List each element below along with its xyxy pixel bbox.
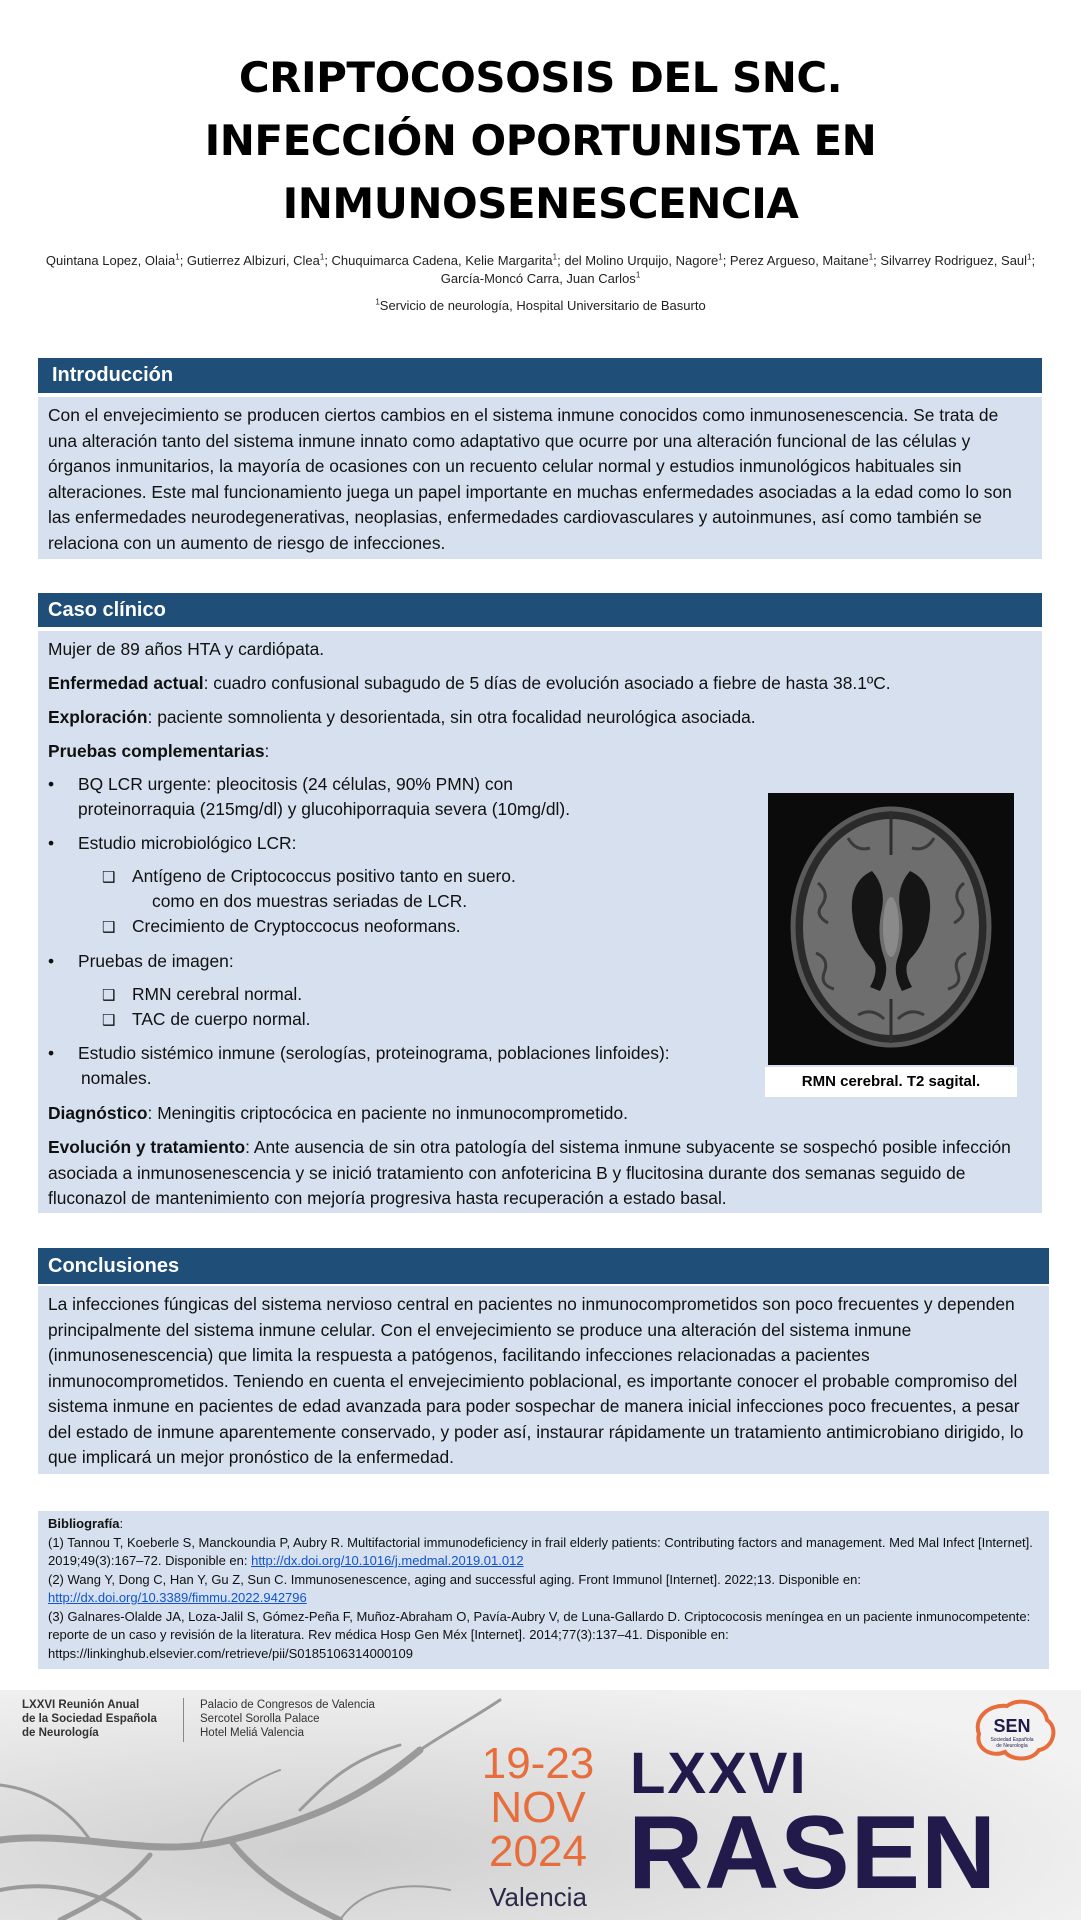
poster-title [0, 46, 1081, 235]
list-item: BQ LCR urgente: pleocitosis (24 células, 90% PMN) con [78, 774, 513, 794]
checkbox-bullet-icon: ❑ [102, 869, 116, 886]
diagnosis: Diagnóstico: Meningitis criptocócica en paciente no inmunocomprometido. [48, 1103, 628, 1123]
reference-1: (1) Tannou T, Koeberle S, Manckoundia P, Aubry R. Multifactorial immunodeficiency in frail elderly patients: Contributing factors and management. Med Mal Infect [Internet]. 2019;49(3):167–72. Disponible en: http://dx.doi.org/10.1016/j.medmal.2019.01.012 [48, 1534, 1033, 1568]
svg-text:de Neurología: de Neurología [996, 1743, 1028, 1749]
author: ; García-Moncó Carra, Juan Carlos [440, 253, 1036, 286]
patient-line: Mujer de 89 años HTA y cardiópata. [48, 639, 325, 659]
author: ; Perez Argueso, Maitane [722, 253, 869, 268]
case-body [38, 631, 1042, 1213]
organizer-name: LXXVI Reunión Anual de la Sociedad Española de Neurología [22, 1699, 157, 1739]
conclusions-heading: Conclusiones [38, 1248, 1049, 1284]
list-item: Pruebas de imagen: [78, 951, 234, 971]
bullet-icon: • [48, 1043, 55, 1063]
current-illness: Enfermedad actual: cuadro confusional subagudo de 5 días de evolución asociado a fiebre de hasta 38.1ºC. [48, 673, 891, 693]
intro-heading: Introducción [38, 358, 1042, 393]
checkbox-bullet-icon: ❑ [102, 1012, 116, 1029]
bullet-icon: • [48, 833, 55, 853]
sub-item-cont: como en dos muestras seriadas de LCR. [152, 891, 468, 911]
venue-list: Palacio de Congresos de Valencia Sercotel Sorolla Palace Hotel Meliá Valencia [200, 1699, 375, 1739]
list-item: Estudio microbiológico LCR: [78, 833, 297, 853]
sen-logo-icon [965, 1698, 1059, 1768]
image-caption: RMN cerebral. T2 sagital. [765, 1067, 1017, 1097]
author-list: Quintana Lopez, Olaia$^1$; Gutierrez Albizuri, Clea$^1$; Chuquimarca Cadena, Kelie Margarita$^1$; del Molino Urquijo, Nagore$^1$; Perez Argueso, Maitane$^1$; Silvarrey Rodriguez, Saul$^1$; García-Moncó Carra, Juan Carlos$^1$ [45, 252, 1036, 286]
intro-body [38, 397, 1042, 559]
sub-item: TAC de cuerpo normal. [132, 1009, 311, 1029]
bullet-icon: • [48, 774, 55, 794]
divider [183, 1698, 184, 1742]
edition-number: LXXVI [630, 1741, 808, 1806]
checkbox-bullet-icon: ❑ [102, 919, 116, 936]
svg-text:SEN: SEN [993, 1716, 1031, 1736]
title-line-1: CRIPTOCOSOSIS DEL SNC. [238, 53, 843, 102]
intro-text: Con el envejecimiento se producen ciertos cambios en el sistema inmune conocidos como inmunosenescencia. Se trata de una alteración tanto del sistema inmune innato como adaptativo que ocurre por una alteración funcional de las células y órganos inmunitarios, la mayoría de ocasiones con un recuento celular normal y estudios inmunológicos habituales sin alteraciones. Este mal funcionamiento juega un papel importante en muchas enfermedades asociadas a la edad como lo son las enfermedades neurodegenerativas, neoplasias, enfermedades cardiovasculares y autoinmunes, así como también se relaciona con un aumento de riesgo de infecciones. [48, 405, 1012, 553]
reference-2: (2) Wang Y, Dong C, Han Y, Gu Z, Sun C. Immunosenescence, aging and successful aging. Front Immunol [Internet]. 2022;13. Disponible en: http://dx.doi.org/10.3389/fimmu.2022.942796 [48, 1571, 861, 1605]
reference-2-link[interactable]: http://dx.doi.org/10.3389/fimmu.2022.942796 [48, 1590, 307, 1605]
sub-item: RMN cerebral normal. [132, 984, 303, 1004]
event-name: RASEN [628, 1795, 998, 1911]
mri-brain-image [768, 793, 1014, 1065]
conclusions-body [38, 1286, 1049, 1474]
reference-1-link[interactable]: http://dx.doi.org/10.1016/j.medmal.2019.01.012 [251, 1553, 524, 1568]
checkbox-bullet-icon: ❑ [102, 987, 116, 1004]
exploration: Exploración: paciente somnolienta y desorientada, sin otra focalidad neurológica asociada. [48, 707, 756, 727]
list-item-cont: proteinorraquia (215mg/dl) y glucohiporraquia severa (10mg/dl). [78, 799, 571, 819]
sub-item: Antígeno de Criptococcus positivo tanto en suero. [132, 866, 516, 886]
reference-3: (3) Galnares-Olalde JA, Loza-Jalil S, Gómez-Peña F, Muñoz-Abraham O, Pavía-Aubry V, de Luna-Gallardo D. Criptococosis meníngea en un paciente inmunocompetente: reporte de un caso y revisión de la literatura. Rev médica Hosp Gen Méx [Internet]. 2014;77(3):137–41. Disponible en: https://linkinghub.elsevier.com/retrieve/pii/S0185106314000109 [48, 1608, 1031, 1661]
sub-item: Crecimiento de Cryptoccocus neoformans. [132, 916, 461, 936]
author: ; Silvarrey Rodriguez, Saul [873, 253, 1028, 268]
evolution-treatment: Evolución y tratamiento: Ante ausencia de sin otra patología del sistema inmune subyacente se sospechó posible infección asociada a inmunosenescencia y se inició tratamiento con anfotericina B y flucitosina durante dos semanas seguido de fluconazol de mantenimiento con mejoría progresiva hasta recuperación a estado basal. [48, 1137, 1011, 1208]
event-date: 19-23 NOV 2024 Valencia [478, 1742, 598, 1914]
tests-heading: Pruebas complementarias: [48, 741, 270, 761]
svg-text:Sociedad Española: Sociedad Española [990, 1737, 1034, 1743]
conclusions-text: La infecciones fúngicas del sistema nervioso central en pacientes no inmunocomprometidos son poco frecuentes y dependen principalmente del sistema inmune celular. Con el envejecimiento se produce una alteración del sistema inmune (inmunosenescencia) que limita la respuesta a patógenos, facilitando infecciones relacionadas a pacientes inmunocomprometidos. Teniendo en cuenta el envejecimiento poblacional, es importante conocer el probable compromiso del sistema inmune en pacientes de edad avanzada para poder sospechar de manera inicial infecciones poco frecuentes, a pesar del estado de inmune aparentemente conservado, y poder así, instaurar rápidamente un tratamiento antimicrobiano dirigido, lo que implicará un mejor pronóstico de la enfermedad. [48, 1294, 1024, 1467]
author: ; Gutierrez Albizuri, Clea [179, 253, 320, 268]
list-item-cont: nomales. [81, 1068, 152, 1088]
title-line-2: INFECCIÓN OPORTUNISTA EN [204, 116, 877, 165]
title-line-3: INMUNOSENESCENCIA [282, 179, 799, 228]
congress-banner [0, 1690, 1081, 1920]
bibliography-heading: Bibliografía: [48, 1516, 124, 1531]
case-heading: Caso clínico [38, 593, 1042, 627]
affiliation: $^1$Servicio de neurología, Hospital Universitario de Basurto [375, 297, 706, 313]
author: ; del Molino Urquijo, Nagore [557, 253, 719, 268]
list-item: Estudio sistémico inmune (serologías, proteinograma, poblaciones linfoides): [78, 1043, 670, 1063]
event-city: Valencia [489, 1882, 587, 1912]
author: ; Chuquimarca Cadena, Kelie Margarita [324, 253, 553, 268]
author: Quintana Lopez, Olaia [45, 253, 176, 268]
bullet-icon: • [48, 951, 55, 971]
bibliography [38, 1511, 1049, 1669]
